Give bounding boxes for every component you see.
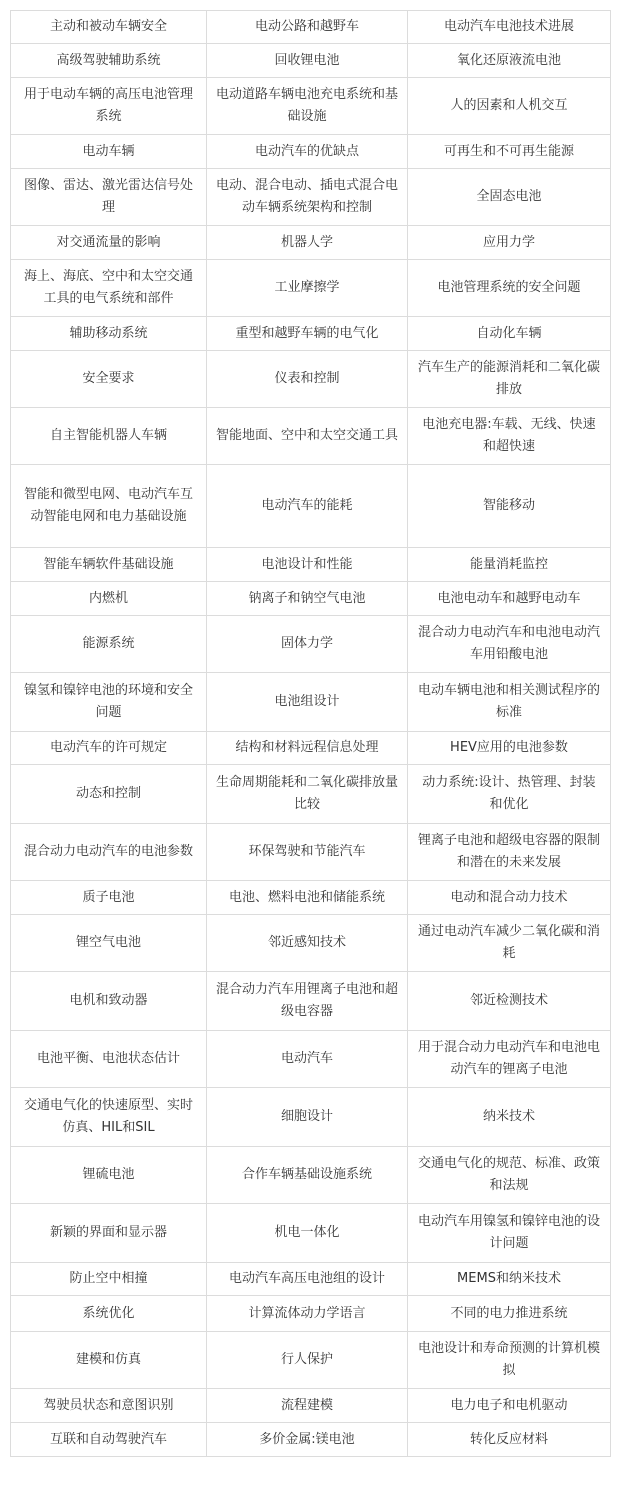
table-row [11, 1147, 611, 1204]
table-cell: 电池设计和寿命预测的计算机模拟 [408, 1332, 611, 1389]
table-cell: 电池充电器:车载、无线、快速和超快速 [408, 408, 611, 465]
table-cell: 细胞设计 [207, 1088, 408, 1147]
table-row [11, 765, 611, 824]
table-cell: 用于混合动力电动汽车和电池电动汽车的锂离子电池 [408, 1031, 611, 1088]
table-cell: 合作车辆基础设施系统 [207, 1147, 408, 1204]
table-cell: 混合动力电动汽车和电池电动汽车用铅酸电池 [408, 616, 611, 673]
table-cell: 自动化车辆 [408, 317, 611, 351]
topics-table [10, 10, 611, 1457]
table-cell: 混合动力电动汽车的电池参数 [11, 824, 207, 881]
table-cell: 电动汽车高压电池组的设计 [207, 1263, 408, 1296]
table-cell: 电动公路和越野车 [207, 11, 408, 44]
table-cell: 电池设计和性能 [207, 548, 408, 582]
table-cell: 质子电池 [11, 881, 207, 915]
table-row [11, 972, 611, 1031]
table-row [11, 317, 611, 351]
table-cell: 电机和致动器 [11, 972, 207, 1031]
table-cell: 防止空中相撞 [11, 1263, 207, 1296]
table-cell: 电池管理系统的安全问题 [408, 260, 611, 317]
table-row [11, 1204, 611, 1263]
table-row [11, 135, 611, 169]
table-cell: 高级驾驶辅助系统 [11, 44, 207, 78]
table-cell: 能量消耗监控 [408, 548, 611, 582]
table-cell: 安全要求 [11, 351, 207, 408]
table-cell: MEMS和纳米技术 [408, 1263, 611, 1296]
table-cell: 计算流体动力学语言 [207, 1296, 408, 1332]
table-row [11, 465, 611, 548]
table-cell: HEV应用的电池参数 [408, 732, 611, 765]
table-cell: 交通电气化的快速原型、实时仿真、HIL和SIL [11, 1088, 207, 1147]
table-row [11, 1031, 611, 1088]
table-cell: 驾驶员状态和意图识别 [11, 1389, 207, 1423]
table-row [11, 915, 611, 972]
table-cell: 电动汽车 [207, 1031, 408, 1088]
table-row [11, 582, 611, 616]
table-row [11, 1332, 611, 1389]
table-cell: 电动、混合电动、插电式混合电动车辆系统架构和控制 [207, 169, 408, 226]
table-row [11, 824, 611, 881]
table-cell: 主动和被动车辆安全 [11, 11, 207, 44]
table-row [11, 1423, 611, 1457]
table-cell: 电池、燃料电池和储能系统 [207, 881, 408, 915]
table-cell: 机器人学 [207, 226, 408, 260]
table-cell: 人的因素和人机交互 [408, 78, 611, 135]
table-cell: 电动汽车电池技术进展 [408, 11, 611, 44]
table-row [11, 78, 611, 135]
table-cell: 辅助移动系统 [11, 317, 207, 351]
table-cell: 电池平衡、电池状态估计 [11, 1031, 207, 1088]
table-cell: 不同的电力推进系统 [408, 1296, 611, 1332]
table-cell: 智能车辆软件基础设施 [11, 548, 207, 582]
table-cell: 生命周期能耗和二氧化碳排放量比较 [207, 765, 408, 824]
table-cell: 流程建模 [207, 1389, 408, 1423]
table-cell: 建模和仿真 [11, 1332, 207, 1389]
table-cell: 邻近检测技术 [408, 972, 611, 1031]
table-cell: 交通电气化的规范、标准、政策和法规 [408, 1147, 611, 1204]
table-cell: 重型和越野车辆的电气化 [207, 317, 408, 351]
table-cell: 电动汽车的许可规定 [11, 732, 207, 765]
table-cell: 电动汽车的能耗 [207, 465, 408, 548]
table-cell: 锂离子电池和超级电容器的限制和潜在的未来发展 [408, 824, 611, 881]
table-cell: 机电一体化 [207, 1204, 408, 1263]
table-cell: 汽车生产的能源消耗和二氧化碳排放 [408, 351, 611, 408]
table-cell: 电动道路车辆电池充电系统和基础设施 [207, 78, 408, 135]
table-row [11, 44, 611, 78]
table-cell: 智能地面、空中和太空交通工具 [207, 408, 408, 465]
table-cell: 钠离子和钠空气电池 [207, 582, 408, 616]
table-row [11, 169, 611, 226]
table-cell: 结构和材料远程信息处理 [207, 732, 408, 765]
table-row [11, 11, 611, 44]
table-cell: 电动汽车的优缺点 [207, 135, 408, 169]
table-row [11, 408, 611, 465]
table-cell: 电动车辆 [11, 135, 207, 169]
table-cell: 通过电动汽车减少二氧化碳和消耗 [408, 915, 611, 972]
table-cell: 海上、海底、空中和太空交通工具的电气系统和部件 [11, 260, 207, 317]
table-row [11, 1296, 611, 1332]
table-cell: 仪表和控制 [207, 351, 408, 408]
table-cell: 环保驾驶和节能汽车 [207, 824, 408, 881]
table-cell: 锂硫电池 [11, 1147, 207, 1204]
table-cell: 对交通流量的影响 [11, 226, 207, 260]
table-cell: 电动车辆电池和相关测试程序的标准 [408, 673, 611, 732]
table-cell: 智能和微型电网、电动汽车互动智能电网和电力基础设施 [11, 465, 207, 548]
table-row [11, 226, 611, 260]
table-cell: 行人保护 [207, 1332, 408, 1389]
table-cell: 新颖的界面和显示器 [11, 1204, 207, 1263]
table-cell: 自主智能机器人车辆 [11, 408, 207, 465]
table-cell: 回收锂电池 [207, 44, 408, 78]
table-cell: 转化反应材料 [408, 1423, 611, 1457]
topics-table-wrapper [10, 10, 610, 1457]
table-row [11, 260, 611, 317]
table-cell: 用于电动车辆的高压电池管理系统 [11, 78, 207, 135]
table-cell: 锂空气电池 [11, 915, 207, 972]
table-row [11, 732, 611, 765]
topics-table-body [11, 11, 611, 1457]
table-row [11, 881, 611, 915]
table-row [11, 616, 611, 673]
table-row [11, 1263, 611, 1296]
table-cell: 电动和混合动力技术 [408, 881, 611, 915]
table-cell: 智能移动 [408, 465, 611, 548]
table-cell: 电力电子和电机驱动 [408, 1389, 611, 1423]
table-row [11, 351, 611, 408]
table-cell: 多价金属:镁电池 [207, 1423, 408, 1457]
table-cell: 电池电动车和越野电动车 [408, 582, 611, 616]
table-cell: 互联和自动驾驶汽车 [11, 1423, 207, 1457]
table-cell: 动态和控制 [11, 765, 207, 824]
table-cell: 图像、雷达、激光雷达信号处理 [11, 169, 207, 226]
table-cell: 氧化还原液流电池 [408, 44, 611, 78]
table-cell: 系统优化 [11, 1296, 207, 1332]
table-row [11, 1389, 611, 1423]
table-cell: 动力系统:设计、热管理、封装和优化 [408, 765, 611, 824]
table-cell: 电动汽车用镍氢和镍锌电池的设计问题 [408, 1204, 611, 1263]
table-cell: 应用力学 [408, 226, 611, 260]
table-row [11, 673, 611, 732]
table-cell: 能源系统 [11, 616, 207, 673]
table-cell: 电池组设计 [207, 673, 408, 732]
table-cell: 纳米技术 [408, 1088, 611, 1147]
table-cell: 可再生和不可再生能源 [408, 135, 611, 169]
table-cell: 工业摩擦学 [207, 260, 408, 317]
table-row [11, 1088, 611, 1147]
table-cell: 全固态电池 [408, 169, 611, 226]
table-cell: 混合动力汽车用锂离子电池和超级电容器 [207, 972, 408, 1031]
table-row [11, 548, 611, 582]
table-cell: 固体力学 [207, 616, 408, 673]
table-cell: 邻近感知技术 [207, 915, 408, 972]
table-cell: 内燃机 [11, 582, 207, 616]
table-cell: 镍氢和镍锌电池的环境和安全问题 [11, 673, 207, 732]
